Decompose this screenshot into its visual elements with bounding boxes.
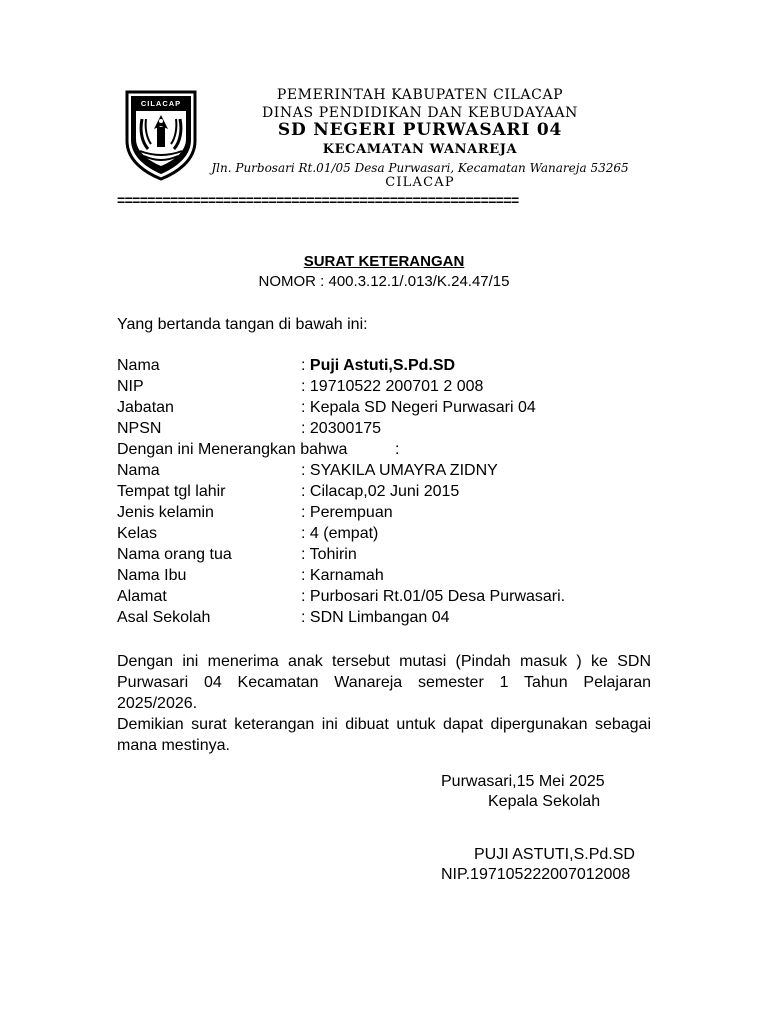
statement-label: Dengan ini Menerangkan bahwa [117, 441, 348, 458]
field-value: : Karnamah [301, 567, 384, 584]
field-label: Asal Sekolah [117, 609, 211, 626]
field-value: : SYAKILA UMAYRA ZIDNY [301, 462, 498, 479]
signature-place-date: Purwasari,15 Mei 2025 [441, 773, 605, 790]
field-label: Alamat [117, 588, 167, 605]
document-title: SURAT KETERANGAN [303, 253, 465, 270]
signer-nip-row [117, 379, 677, 399]
field-label: Jenis kelamin [117, 504, 214, 521]
student-address-row [117, 589, 677, 609]
statement-colon: : [395, 441, 400, 458]
signer-npsn-row [117, 421, 677, 441]
field-value: : 4 (empat) [301, 525, 379, 542]
header-city: CILACAP [385, 175, 455, 190]
closing-paragraph: Demikian surat keterangan ini dibuat untuk dapat dipergunakan sebagai mana mestinya. [117, 716, 651, 754]
field-label: Kelas [117, 525, 158, 542]
field-label: Nama [117, 357, 160, 374]
svg-text:CILACAP: CILACAP [140, 99, 182, 108]
field-label: Nama Ibu [117, 567, 187, 584]
transfer-paragraph: Dengan ini menerima anak tersebut mutasi (Pindah masuk ) ke SDN Purwasari 04 Kecamatan Wanareja semester 1 Tahun Pelajaran 2025/2026. [117, 653, 651, 712]
student-name-row [117, 463, 677, 483]
student-gender-row [117, 505, 677, 525]
field-value: : 20300175 [301, 420, 382, 437]
field-value: : Tohirin [301, 546, 357, 563]
field-value: : Kepala SD Negeri Purwasari 04 [301, 399, 536, 416]
signer-position-row [117, 400, 677, 420]
header-district: KECAMATAN WANAREJA [322, 142, 518, 157]
field-label: Nama orang tua [117, 546, 232, 563]
signer-name-row [117, 358, 677, 378]
student-mother-row [117, 568, 677, 588]
field-value: : Puji Astuti,S.Pd.SD [301, 357, 456, 374]
field-label: Nama [117, 462, 160, 479]
field-value: : Perempuan [301, 504, 393, 521]
field-label: Jabatan [117, 399, 174, 416]
signature-position: Kepala Sekolah [488, 793, 601, 810]
field-label: Tempat tgl lahir [117, 483, 226, 500]
field-label: NPSN [117, 420, 162, 437]
field-value: : Purbosari Rt.01/05 Desa Purwasari. [301, 588, 566, 605]
student-class-row [117, 526, 677, 546]
header-school-name: SD NEGERI PURWASARI 04 [277, 120, 563, 140]
student-parent-row [117, 547, 677, 567]
field-value: : Cilacap,02 Juni 2015 [301, 483, 460, 500]
header-agency: DINAS PENDIDIKAN DAN KEBUDAYAAN [261, 105, 579, 121]
field-value: : 19710522 200701 2 008 [301, 378, 484, 395]
student-birth-row [117, 484, 677, 504]
student-origin-school-row [117, 610, 677, 630]
signature-name: PUJI ASTUTI,S.Pd.SD [474, 846, 635, 863]
header-address: Jln. Purbosari Rt.01/05 Desa Purwasari, Kecamatan Wanareja 53265 [211, 161, 629, 175]
signature-nip: NIP.197105222007012008 [441, 866, 631, 883]
header-separator: ===================================================== [117, 193, 519, 207]
field-value: : SDN Limbangan 04 [301, 609, 450, 626]
intro-text: Yang bertanda tangan di bawah ini: [117, 316, 368, 333]
header-government: PEMERINTAH KABUPATEN CILACAP [276, 87, 564, 103]
field-label: NIP [117, 378, 144, 395]
document-number: NOMOR : 400.3.12.1/.013/K.24.47/15 [258, 273, 510, 290]
cilacap-emblem-logo [124, 89, 198, 181]
